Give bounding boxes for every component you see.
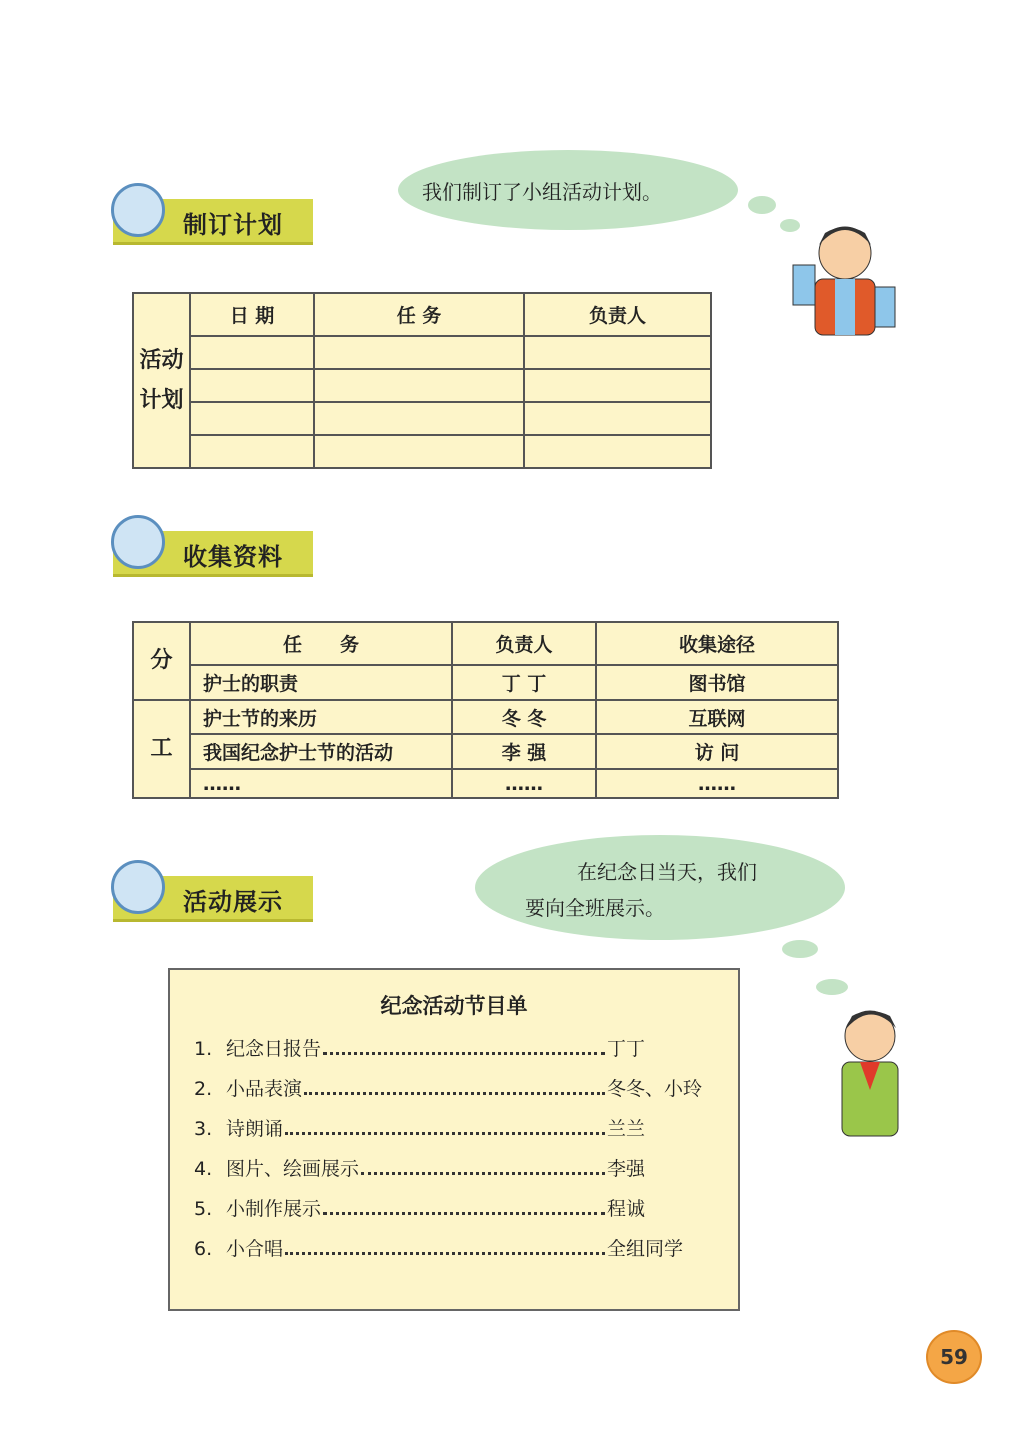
leader-dots xyxy=(361,1172,605,1175)
column-header: 负责人 xyxy=(452,622,596,665)
empty-cell[interactable] xyxy=(524,402,711,435)
bubble-dot xyxy=(748,196,776,214)
empty-cell[interactable] xyxy=(190,402,314,435)
table-row xyxy=(133,665,838,700)
empty-cell[interactable] xyxy=(524,369,711,402)
empty-cell[interactable] xyxy=(314,402,524,435)
empty-cell[interactable] xyxy=(190,369,314,402)
program-item xyxy=(170,1074,705,1114)
column-header: 负责人 xyxy=(524,293,711,336)
item-number: 1. xyxy=(194,1038,213,1060)
task-cell: 护士节的来历 xyxy=(190,700,452,735)
empty-cell[interactable] xyxy=(314,336,524,369)
leader-dots xyxy=(285,1132,605,1135)
item-performer: 丁丁 xyxy=(607,1038,646,1060)
route-cell: 访 问 xyxy=(596,734,838,769)
item-performer: 兰兰 xyxy=(607,1118,646,1140)
section-title: 制订计划 xyxy=(183,211,283,239)
division-table xyxy=(132,621,839,799)
table-row xyxy=(133,700,838,735)
bubble-dot xyxy=(782,940,818,958)
route-cell: …… xyxy=(596,769,838,798)
item-performer: 李强 xyxy=(607,1158,646,1180)
empty-cell[interactable] xyxy=(190,435,314,468)
program-item xyxy=(170,1114,705,1154)
leader-dots xyxy=(323,1052,605,1055)
activity-plan-table xyxy=(132,292,712,469)
person-cell: 丁 丁 xyxy=(452,665,596,700)
clock-icon xyxy=(111,515,165,569)
side-label: 分 xyxy=(133,622,190,700)
program-item xyxy=(170,1154,705,1194)
program-item xyxy=(170,1234,705,1274)
page-number: 59 xyxy=(926,1330,982,1384)
section-title: 活动展示 xyxy=(183,888,283,916)
item-name: 图片、绘画展示 xyxy=(226,1158,360,1180)
empty-cell[interactable] xyxy=(314,369,524,402)
boy-illustration-icon xyxy=(785,215,905,345)
item-name: 小品表演 xyxy=(226,1078,303,1100)
item-number: 5. xyxy=(194,1198,213,1220)
column-header: 收集途径 xyxy=(596,622,838,665)
table-row xyxy=(133,734,838,769)
leader-dots xyxy=(304,1092,605,1095)
clock-icon xyxy=(111,860,165,914)
column-header: 日 期 xyxy=(190,293,314,336)
leader-dots xyxy=(285,1252,605,1255)
bubble-text: 我们制订了小组活动计划。 xyxy=(422,180,662,204)
clock-icon xyxy=(111,183,165,237)
section-heading-collect xyxy=(113,531,313,577)
program-title: 纪念活动节目单 xyxy=(380,994,528,1018)
section-heading-show xyxy=(113,876,313,922)
leader-dots xyxy=(323,1212,605,1215)
task-cell: 我国纪念护士节的活动 xyxy=(190,734,452,769)
item-performer: 冬冬、小玲 xyxy=(607,1078,703,1100)
item-number: 6. xyxy=(194,1238,213,1260)
person-cell: …… xyxy=(452,769,596,798)
item-number: 2. xyxy=(194,1078,213,1100)
item-performer: 程诚 xyxy=(607,1198,646,1220)
bubble-text: 在纪念日当天，我们 xyxy=(577,860,757,884)
bubble-dot xyxy=(816,979,848,995)
person-cell: 李 强 xyxy=(452,734,596,769)
program-item xyxy=(170,1194,705,1234)
speech-bubble xyxy=(475,835,845,940)
empty-cell[interactable] xyxy=(190,336,314,369)
item-name: 诗朗诵 xyxy=(226,1118,284,1140)
table-row xyxy=(133,769,838,798)
empty-cell[interactable] xyxy=(524,435,711,468)
program-list xyxy=(168,968,740,1311)
program-item xyxy=(170,1034,705,1074)
item-name: 纪念日报告 xyxy=(226,1038,322,1060)
route-cell: 图书馆 xyxy=(596,665,838,700)
boy-illustration-icon xyxy=(820,1000,910,1140)
item-name: 小合唱 xyxy=(226,1238,284,1260)
person-cell: 冬 冬 xyxy=(452,700,596,735)
side-label: 活动计划 xyxy=(133,293,190,468)
item-number: 3. xyxy=(194,1118,213,1140)
item-number: 4. xyxy=(194,1158,213,1180)
column-header: 任 务 xyxy=(190,622,452,665)
route-cell: 互联网 xyxy=(596,700,838,735)
bubble-text: 要向全班展示。 xyxy=(525,896,665,920)
section-title: 收集资料 xyxy=(183,543,283,571)
empty-cell[interactable] xyxy=(314,435,524,468)
side-label: 工 xyxy=(133,700,190,798)
task-cell: 护士的职责 xyxy=(190,665,452,700)
empty-cell[interactable] xyxy=(524,336,711,369)
item-performer: 全组同学 xyxy=(607,1238,684,1260)
column-header: 任 务 xyxy=(314,293,524,336)
section-heading-plan xyxy=(113,199,313,245)
task-cell: …… xyxy=(190,769,452,798)
item-name: 小制作展示 xyxy=(226,1198,322,1220)
